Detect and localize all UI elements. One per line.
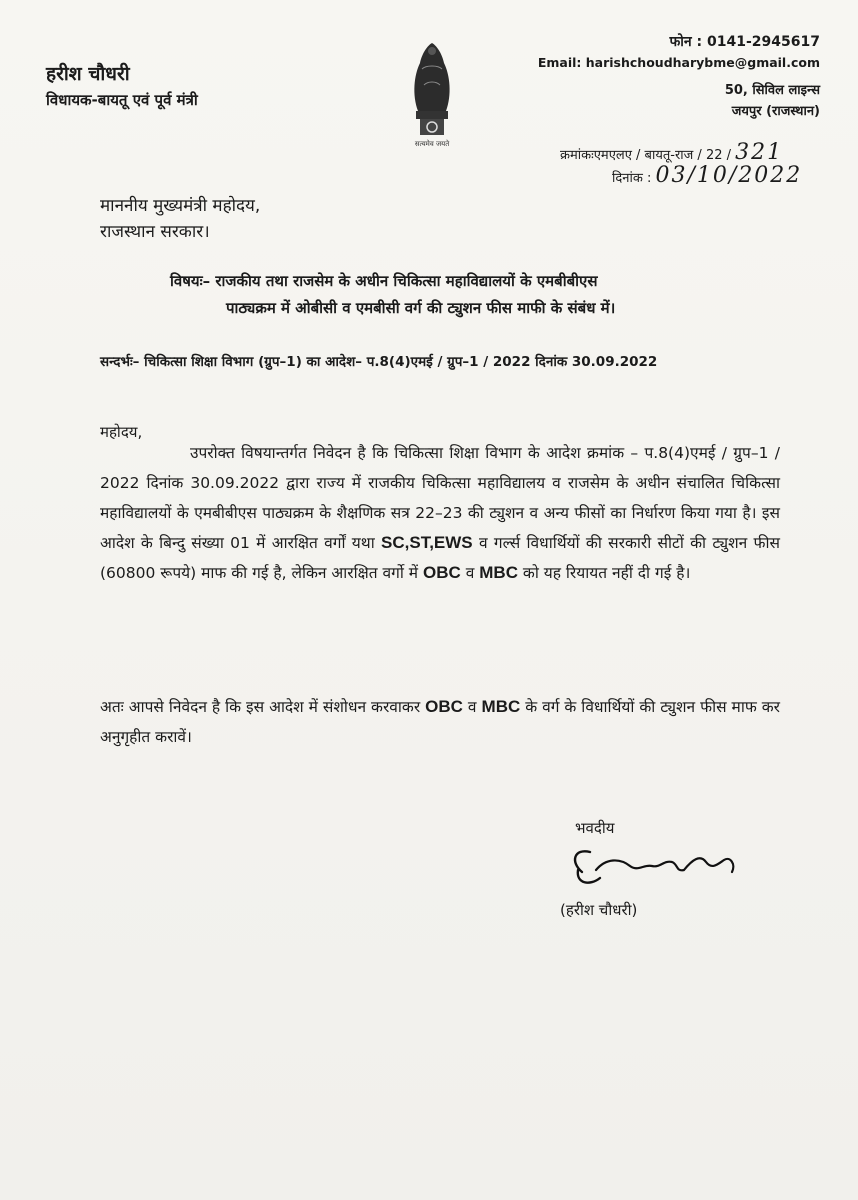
reference-order: सन्दर्भः– चिकित्सा शिक्षा विभाग (ग्रुप–1) का आदेश– प.8(4)एमई / ग्रुप–1 / 2022 दिनांक 30.09.2022 xyxy=(100,354,658,370)
subject-block xyxy=(170,268,795,322)
salutation: महोदय, xyxy=(100,423,143,441)
reference-label: क्रमांकःएमएलए / बायतू-राज / 22 / xyxy=(560,148,731,163)
body-paragraph-1 xyxy=(100,438,780,588)
signatory-name: (हरीश चौधरी) xyxy=(560,901,638,919)
subject-line-1: विषयः– राजकीय तथा राजसेम के अधीन चिकित्सा महाविद्यालयों के एमबीबीएस xyxy=(170,272,598,290)
para2-obc: OBC xyxy=(425,697,463,716)
para1-text-a: उपरोक्त विषयान्तर्गत निवेदन है कि चिकित्सा शिक्षा विभाग के आदेश क्रमांक – प.8(4)एमई / ग्रुप–1 / 2022 दिनांक 30.09.2022 द्वारा राज्य में राजकीय चिकित्सा महाविद्यालय व राजसेम के अधीन संचालित चिकित्सा महाविद्यालयों के एमबीबीएस पाठ्यक्रम के शैक्षणिक सत्र 22–23 की ट्युशन व अन्य फीसों का निर्धारण किया गया है। इस आदेश के बिन्दु संख्या 01 में आरक्षित वर्गों यथा xyxy=(100,444,780,552)
para1-obc: OBC xyxy=(422,563,461,582)
phone-number: फोन : 0141-2945617 xyxy=(669,34,820,50)
addressee-line-2: राजस्थान सरकार। xyxy=(100,222,210,242)
email-address: Email: harishchoudharybme@gmail.com xyxy=(537,55,820,70)
svg-text:सत्यमेव जयते: सत्यमेव जयते xyxy=(414,140,450,148)
letter-date xyxy=(612,163,802,188)
para2-text-a: अतः आपसे निवेदन है कि इस आदेश में संशोधन करवाकर xyxy=(100,698,421,716)
para2-mbc: MBC xyxy=(481,697,521,716)
body-paragraph-2 xyxy=(100,692,780,752)
reference-handwritten-number: 321 xyxy=(735,140,784,165)
para1-text-b: व गर्ल्स विधार्थियों की सरकारी सीटों की ट्युशन फीस (60800 रूपये) माफ की गई है, लेकिन आरक्षित वर्गो में xyxy=(100,534,780,582)
para1-mbc: MBC xyxy=(479,563,518,582)
para2-text-c: के वर्ग के विधार्थियों की ट्युशन फीस माफ कर अनुगृहीत करावें। xyxy=(100,698,780,746)
addressee-line-1: माननीय मुख्यमंत्री महोदय, xyxy=(100,196,261,216)
address-line-2: जयपुर (राजस्थान) xyxy=(731,104,820,119)
para1-reserved-categories: SC,ST,EWS xyxy=(381,533,473,552)
address-line-1: 50, सिविल लाइन्स xyxy=(724,83,820,98)
handwritten-signature xyxy=(560,840,760,900)
reference-number xyxy=(560,140,783,165)
para2-text-b: व xyxy=(467,698,477,716)
subject-line-2: पाठ्यक्रम में ओबीसी व एमबीसी वर्ग की ट्युशन फीस माफी के संबंध में। xyxy=(226,299,616,317)
para1-text-c: व xyxy=(465,564,475,582)
national-emblem xyxy=(398,35,466,150)
date-label: दिनांक : xyxy=(612,171,652,186)
sender-name: हरीश चौधरी xyxy=(46,63,130,85)
closing-bhavdiya: भवदीय xyxy=(575,819,615,837)
sender-designation: विधायक-बायतू एवं पूर्व मंत्री xyxy=(46,91,198,109)
date-handwritten: 03/10/2022 xyxy=(655,163,803,188)
para1-text-d: को यह रियायत नहीं दी गई है। xyxy=(522,564,691,582)
